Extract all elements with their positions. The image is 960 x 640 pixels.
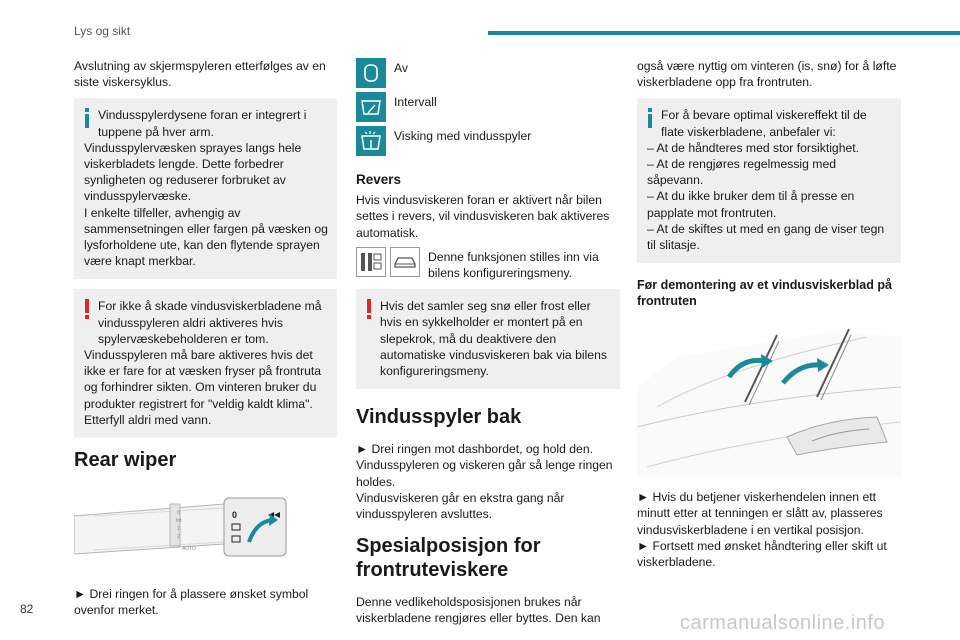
warning-box: [74, 289, 337, 438]
rear-wiper-instruction: ► Drei ringen for å plassere ønsket symbol ovenfor merket.: [74, 587, 309, 618]
warning-line: Etterfyll aldri med vann.: [84, 412, 212, 427]
stalk-mark-int: Int: [176, 518, 182, 525]
warning-line: Vindusspyleren må bare aktiveres hvis det ikke er fare for at væsken fryser på frontruta og forhindrer sikten. Om vinteren bruker du produkter registrert for "veldig kaldt klima".: [84, 348, 322, 411]
info-line: I enkelte tilfeller, avhengig av sammensetningen eller fargen på væsken og lysforholdene ute, kan den flytende sprayen være knapt merkbar.: [84, 205, 328, 269]
wiper-stalk-image: [74, 484, 337, 572]
wiper-interval-icon: [356, 92, 386, 122]
mode-off: [356, 58, 620, 88]
info-box: [637, 98, 901, 263]
warning-line: Hvis det samler seg snø eller frost eller hvis en sykkelholder er montert på en slepekrok, må du deaktivere den automatiske vindusviskeren bak via bilens konfigureringsmeny.: [380, 299, 607, 379]
revers-text: Hvis vindusviskeren foran er aktivert når bilen settes i revers, vil vindusviskeren bak aktiveres automatisk.: [356, 193, 610, 240]
removal-heading: Før demontering av et vindusviskerblad på frontruten: [637, 278, 892, 309]
car-icon: [390, 247, 420, 277]
mode-wash-label: Visking med vindusspyler: [394, 129, 532, 143]
info-item: – At du ikke bruker dem til å presse en papplate mot frontruten.: [647, 189, 855, 220]
section-title: Lys og sikt: [74, 24, 131, 38]
config-note: [356, 247, 620, 281]
config-menu-icon: [356, 247, 386, 277]
page-number: 82: [20, 602, 34, 616]
info-item: – At de rengjøres regelmessig med såpevann.: [647, 157, 836, 188]
warning-line: For ikke å skade vindusviskerbladene må vindusspyleren aldri aktiveres hvis spylervæskebeholderen er tom.: [98, 299, 322, 346]
column-1: [74, 58, 337, 624]
info-box: [74, 98, 337, 279]
stalk-mark-1: 1: [177, 526, 180, 533]
column-2: [356, 58, 620, 633]
info-item: – At de håndteres med stor forsiktighet.: [647, 140, 860, 155]
mode-wash: [356, 126, 620, 156]
stalk-mark-0: 0: [177, 510, 180, 517]
mode-off-label: Av: [394, 61, 409, 75]
stalk-mark-2: 2: [177, 534, 180, 541]
mode-interval: [356, 92, 620, 122]
header-accent-bar: [488, 31, 960, 35]
stalk-illustration: [74, 484, 337, 572]
wiper-off-icon: [356, 58, 386, 88]
rear-washer-line: ► Drei ringen mot dashbordet, og hold den. Vindusspyleren og viskeren går så lenge ringen holdes.: [356, 442, 613, 489]
intro-text: også være nyttig om vinteren (is, snø) for å løfte viskerbladene opp fra frontruten.: [637, 59, 897, 90]
wiper-vertical-image: [637, 327, 901, 477]
wiper-wash-icon: [356, 126, 386, 156]
special-position-heading: Spesialposisjon for frontruteviskere: [356, 535, 541, 582]
rear-washer-line: Vindusviskeren går en ekstra gang når vindusspyleren avsluttes.: [356, 490, 565, 522]
special-position-text: Denne vedlikeholdsposisjonen brukes når viskerbladene rengjøres eller byttes. Den kan: [356, 595, 601, 626]
column-3: [637, 58, 901, 576]
warning-icon: [366, 299, 372, 319]
svg-text:0: 0: [232, 510, 238, 521]
stalk-auto-label: AUTO: [182, 546, 196, 553]
info-line: For å bevare optimal viskereffekt til de flate viskerbladene, anbefaler vi:: [661, 108, 867, 139]
rear-washer-heading: Vindusspyler bak: [356, 406, 522, 429]
windscreen-illustration: [637, 327, 901, 477]
warning-icon: [84, 299, 90, 319]
revers-heading: Revers: [356, 172, 402, 187]
info-line: Vindusspylerdysene foran er integrert i tuppene på hver arm.: [98, 108, 307, 139]
info-icon: [84, 108, 90, 128]
config-text: Denne funksjonen stilles inn via bilens konfigureringsmeny.: [428, 249, 599, 281]
removal-step: ► Hvis du betjener viskerhendelen innen ett minutt etter at tenningen er slått av, plasseres vindusviskerbladene i en vertikal posisjon.: [637, 490, 883, 537]
removal-step: ► Fortsett med ønsket håndtering eller skift ut viskerbladene.: [637, 538, 887, 570]
rear-wiper-heading: Rear wiper: [74, 449, 177, 472]
intro-text: Avslutning av skjermspyleren etterfølges av en siste viskersyklus.: [74, 59, 326, 90]
info-line: Vindusspylervæsken sprayes langs hele viskerbladets lengde. Dette forbedrer synligheten og reduserer forbruket av vindusspylervæske.: [84, 140, 302, 204]
watermark: carmanualsonline.info: [680, 612, 886, 634]
warning-box: [356, 289, 620, 389]
info-icon: [647, 108, 653, 128]
info-item: – At de skiftes ut med en gang de viser tegn til slitasje.: [647, 221, 885, 253]
mode-interval-label: Intervall: [394, 95, 437, 109]
